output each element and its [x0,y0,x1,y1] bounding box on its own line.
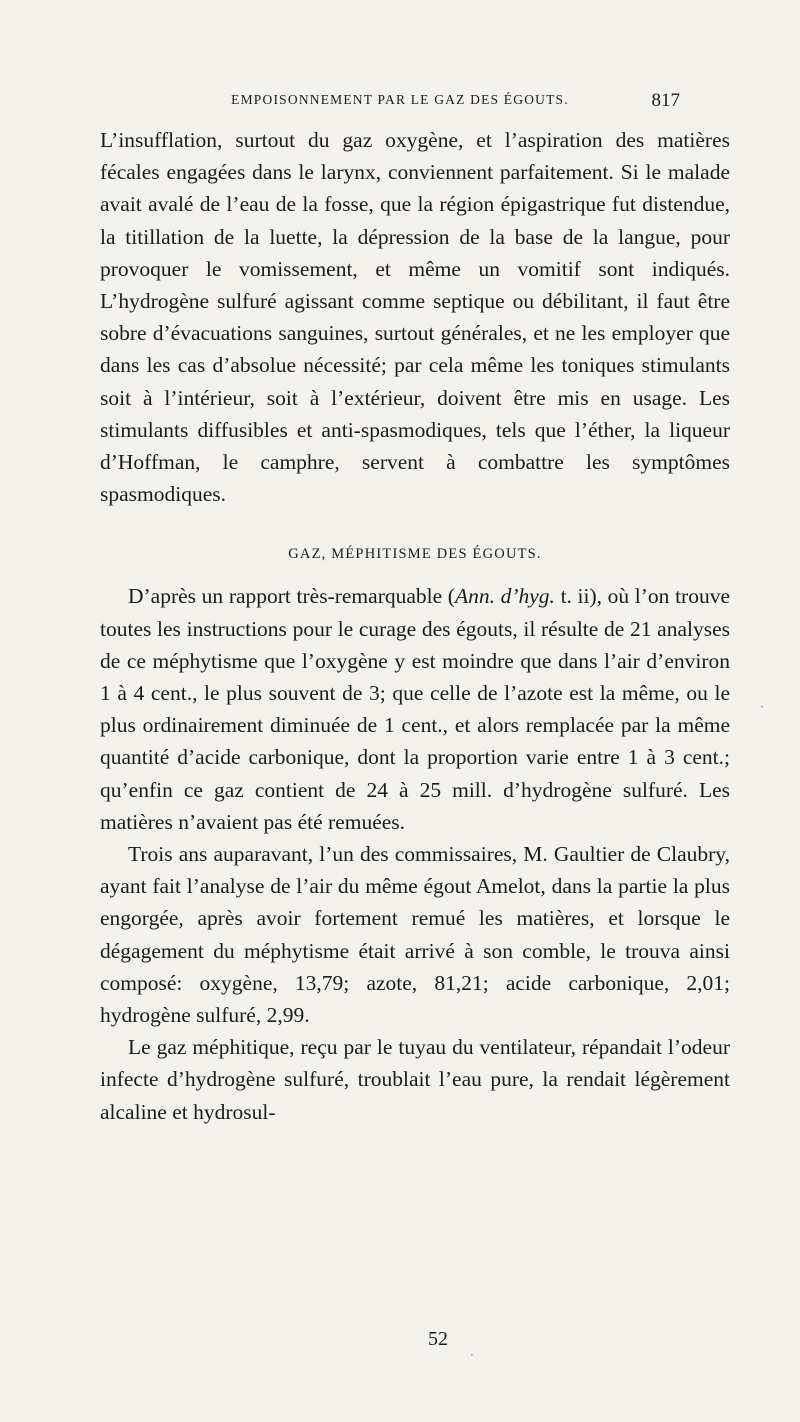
page-number: 817 [651,90,680,111]
running-head [0,92,800,116]
paragraph-report [100,580,730,838]
report-text-rest: t. ii), où l’on trouve toutes les instructions pour le curage des égouts, il résulte de 21 analyses de ce méphytisme que l’oxygène y est moindre que dans l’air d’environ 1 à 4 cent., le plus souvent de 3; que celle de l’azote est la même, ou le plus ordinairement diminuée de 1 cent., et alors remplacée par la même quantité d’acide carbonique, dont la proportion varie entre 1 à 3 cent.; qu’enfin ce gaz contient de 24 à 25 mill. d’hydrogène sulfuré. Les matières n’avaient pas été remuées. [100,584,730,834]
journal-citation: Ann. d’hyg. [454,584,555,609]
section-heading: GAZ, MÉPHITISME DES ÉGOUTS. [288,546,542,563]
paragraph-analysis: Trois ans auparavant, l’un des commissaires, M. Gaultier de Claubry, ayant fait l’analyse de l’air du même égout Amelot, dans la partie la plus engorgée, après avoir fortement remué les matières, et lorsque le dégagement du méphytisme était arrivé à son comble, le trouva ainsi composé: oxygène, 13,79; azote, 81,21; acide carbonique, 2,01; hydrogène sulfuré, 2,99. [100,842,730,1028]
body-text [100,124,730,1128]
signature-mark: 52 [428,1328,448,1350]
margin-speck: · [760,700,764,714]
paragraph-treatment: L’insufflation, surtout du gaz oxygène, et l’aspiration des matières fécales engagées dans le larynx, conviennent parfaitement. Si le malade avait avalé de l’eau de la fosse, que la région épigastrique fut distendue, la titillation de la luette, la dépression de la base de la langue, pour provoquer le vomissement, et même un vomitif sont indiqués. L’hydrogène sulfuré agissant comme septique ou débilitant, il faut être sobre d’évacuations sanguines, surtout générales, et ne les employer que dans les cas d’absolue nécessité; par cela même les toniques stimulants soit à l’intérieur, soit à l’extérieur, doivent être mis en usage. Les stimulants diffusibles et anti-spasmodiques, tels que l’éther, la liqueur d’Hoffman, le camphre, servent à combattre les symptômes spasmodiques. [100,128,730,507]
paragraph-ventilator: Le gaz méphitique, reçu par le tuyau du ventilateur, répandait l’odeur infecte d’hydrogène sulfuré, troublait l’eau pure, la rendait légèrement alcaline et hydrosul- [100,1035,730,1124]
running-title: EMPOISONNEMENT PAR LE GAZ DES ÉGOUTS. [231,92,569,107]
report-text-start: D’après un rapport très-remarquable ( [128,584,455,609]
margin-speck: · [470,1348,474,1362]
